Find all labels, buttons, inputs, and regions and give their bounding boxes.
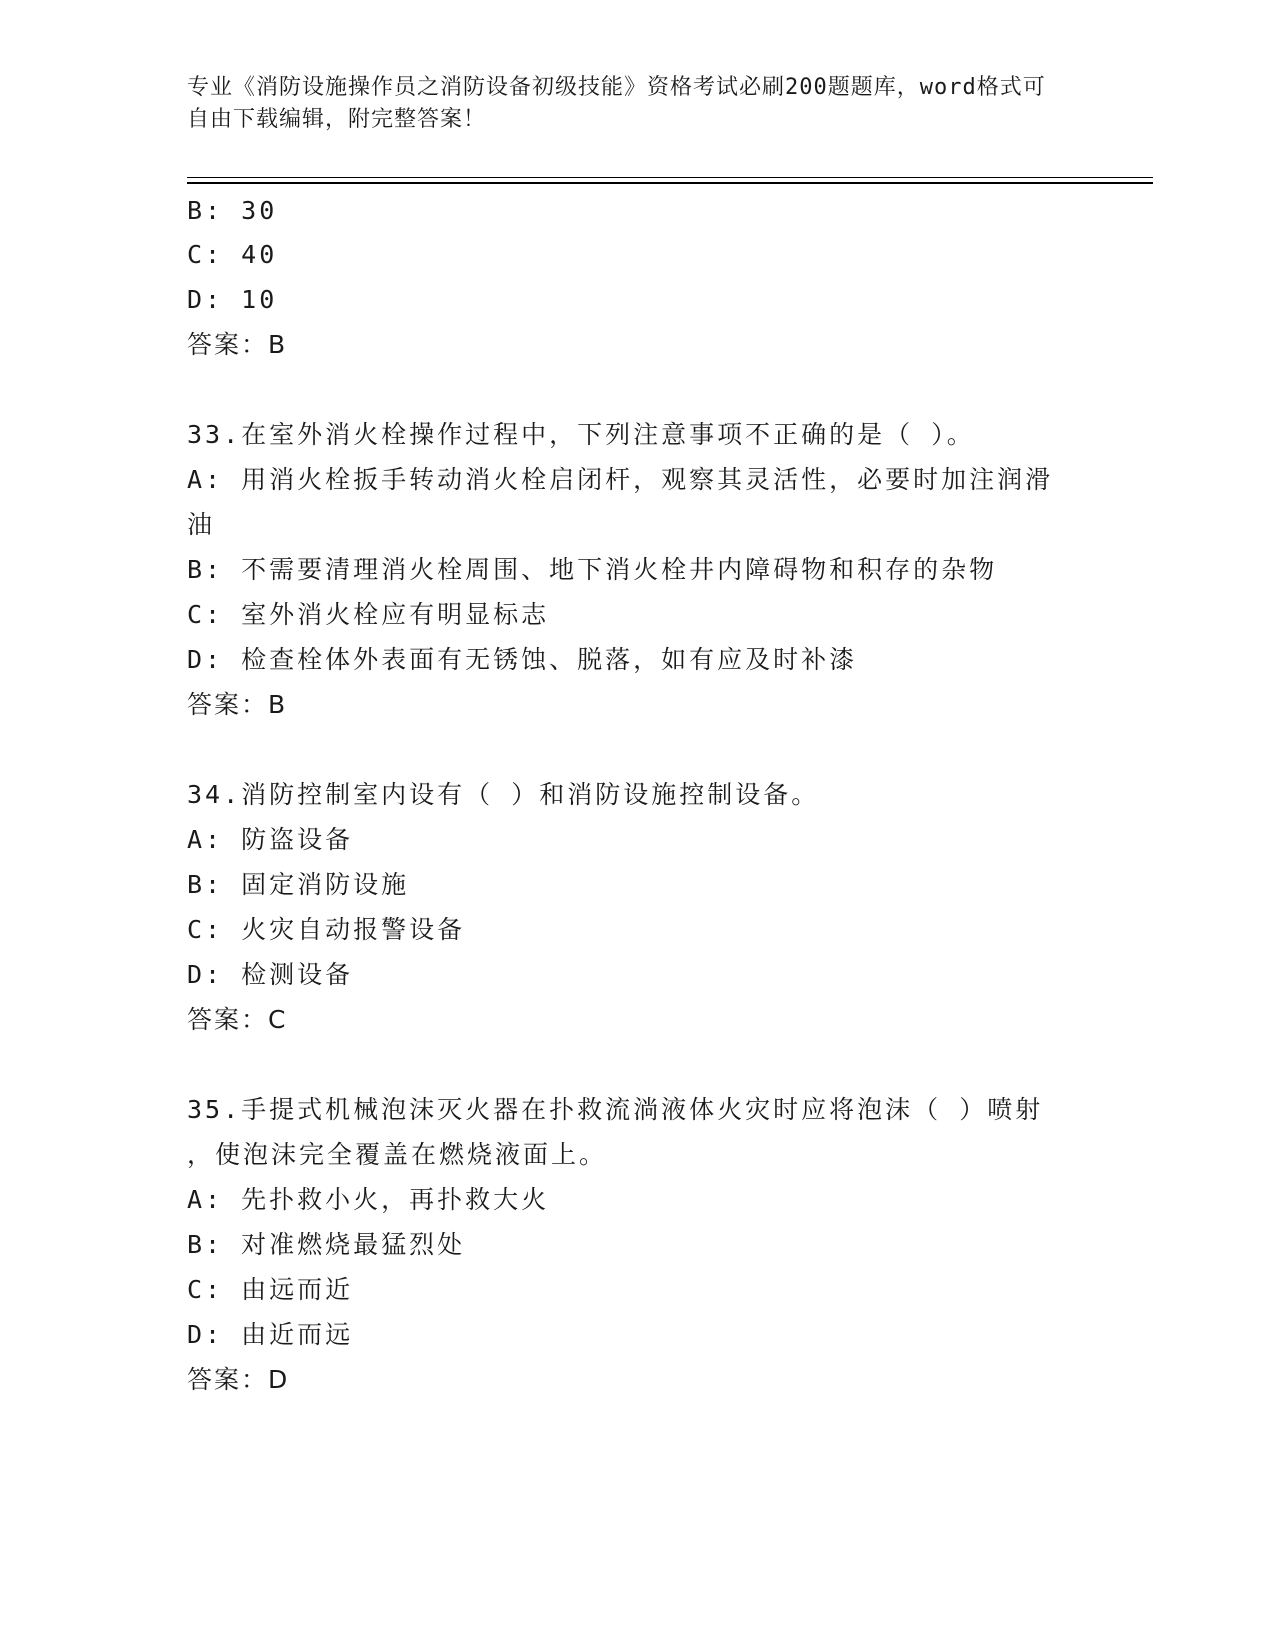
- q33-answer: 答案：B: [187, 690, 288, 719]
- q34-option-a: A: 防盗设备: [187, 825, 354, 854]
- q32-option-b: B: 30: [187, 196, 278, 225]
- q34-option-b: B: 固定消防设施: [187, 870, 410, 899]
- q34-option-d: D: 检测设备: [187, 960, 354, 989]
- q33-question: 33.在室外消火栓操作过程中，下列注意事项不正确的是（ ）。: [187, 420, 975, 449]
- q32-option-d: D: 10: [187, 285, 278, 314]
- q33-option-a-continued: 油: [187, 510, 216, 539]
- q33-option-c: C: 室外消火栓应有明显标志: [187, 600, 550, 629]
- header-rule-top: [187, 177, 1153, 178]
- q34-option-c: C: 火灾自动报警设备: [187, 915, 466, 944]
- q33-option-d: D: 检查栓体外表面有无锈蚀、脱落，如有应及时补漆: [187, 645, 858, 674]
- q32-answer: 答案：B: [187, 330, 288, 359]
- q32-option-c: C: 40: [187, 240, 278, 269]
- q35-question-continued: ，使泡沫完全覆盖在燃烧液面上。: [187, 1140, 608, 1169]
- q35-option-c: C: 由远而近: [187, 1275, 354, 1304]
- q33-option-a: A: 用消火栓扳手转动消火栓启闭杆，观察其灵活性，必要时加注润滑: [187, 465, 1054, 494]
- q34-answer: 答案：C: [187, 1005, 288, 1034]
- q35-question: 35.手提式机械泡沫灭火器在扑救流淌液体火灾时应将泡沫（ ）喷射: [187, 1095, 1044, 1124]
- q35-option-a: A: 先扑救小火，再扑救大火: [187, 1185, 550, 1214]
- q35-answer: 答案：D: [187, 1365, 290, 1394]
- q35-option-d: D: 由近而远: [187, 1320, 354, 1349]
- q35-option-b: B: 对准燃烧最猛烈处: [187, 1230, 466, 1259]
- q33-option-b: B: 不需要清理消火栓周围、地下消火栓井内障碍物和积存的杂物: [187, 555, 998, 584]
- q34-question: 34.消防控制室内设有（ ）和消防设施控制设备。: [187, 780, 820, 809]
- document-header: 专业《消防设施操作员之消防设备初级技能》资格考试必刷200题题库，word格式可自由下载编辑，附完整答案！: [187, 75, 1046, 132]
- header-rule-bottom: [187, 182, 1153, 184]
